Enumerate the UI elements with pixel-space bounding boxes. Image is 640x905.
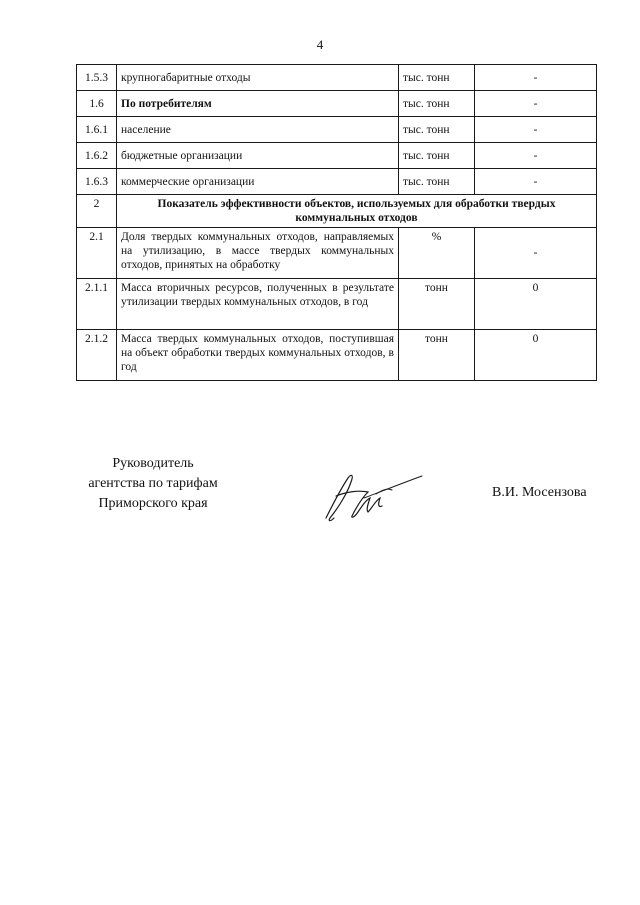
signer-title-line: агентства по тарифам [88,476,218,491]
row-value: - [475,117,597,143]
row-number: 1.6.1 [77,117,117,143]
page-number: 4 [316,37,324,52]
row-unit: тыс. тонн [399,65,475,91]
row-name: Доля твердых коммунальных отходов, направляемых на утилизацию, в массе твердых коммунальных отходов, принятых на обработку [117,228,399,279]
table-row [77,91,597,117]
row-name: Масса вторичных ресурсов, полученных в результате утилизации твердых коммунальных отходов, в год [117,279,399,330]
row-name: крупногабаритные отходы [117,65,399,91]
row-number: 2.1 [77,228,117,279]
row-number: 1.6 [77,91,117,117]
row-number: 1.6.2 [77,143,117,169]
row-number: 2.1.2 [77,330,117,381]
section-title: Показатель эффективности объектов, используемых для обработки твердых коммунальных отходов [117,195,597,228]
row-unit: тыс. тонн [399,169,475,195]
row-number: 1.5.3 [77,65,117,91]
section-row [77,195,597,228]
signer-title-line: Руководитель [112,456,194,471]
row-value: - [475,169,597,195]
section-number: 2 [77,195,117,228]
row-unit: % [399,228,475,279]
row-name: Масса твердых коммунальных отходов, поступившая на объект обработки твердых коммунальных отходов, в год [117,330,399,381]
indicators-table [76,64,597,381]
table-row [77,279,597,330]
table-row [77,117,597,143]
table-row [77,143,597,169]
row-value: 0 [475,330,597,381]
row-value: - [475,228,597,279]
row-unit: тонн [399,279,475,330]
table-row [77,228,597,279]
row-name: население [117,117,399,143]
row-number: 2.1.1 [77,279,117,330]
table-row [77,169,597,195]
row-number: 1.6.3 [77,169,117,195]
row-value: 0 [475,279,597,330]
row-value: - [475,91,597,117]
signer-title-line: Приморского края [98,496,208,511]
row-unit: тыс. тонн [399,91,475,117]
row-unit: тонн [399,330,475,381]
row-name: бюджетные организации [117,143,399,169]
table-row [77,330,597,381]
table-row [77,65,597,91]
signer-name: В.И. Мосензова [492,485,587,500]
row-unit: тыс. тонн [399,143,475,169]
row-name: коммерческие организации [117,169,399,195]
signer-title-block [78,454,228,514]
handwritten-signature [318,468,428,524]
row-value: - [475,65,597,91]
row-name: По потребителям [117,91,399,117]
row-unit: тыс. тонн [399,117,475,143]
row-value: - [475,143,597,169]
